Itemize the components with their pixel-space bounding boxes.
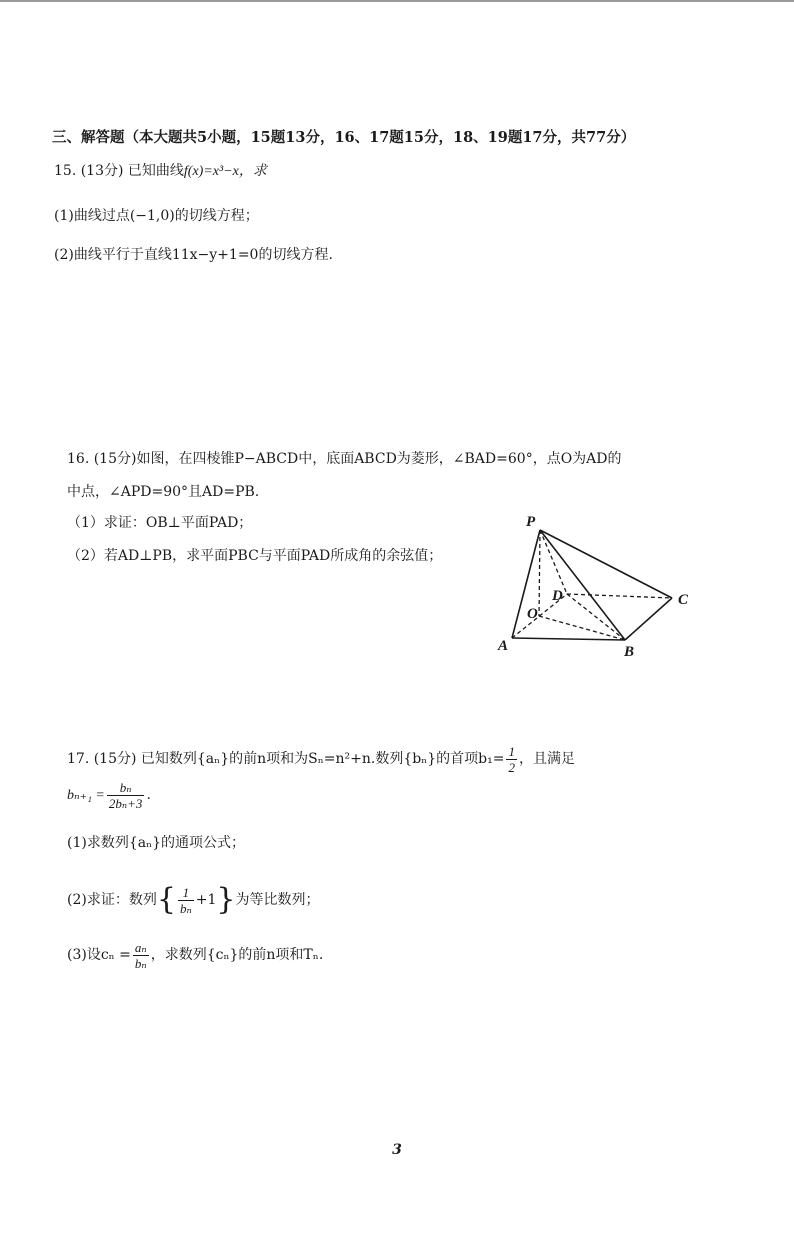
label-B: B [624,644,635,660]
q16-part1: （1）求证：OB⊥平面PAD； [67,515,253,531]
recurrence-fraction [107,780,145,811]
page-number: 3 [392,1142,402,1158]
q15-stem [54,161,267,182]
edge-AB [512,638,625,640]
label-A: A [498,638,509,654]
c-fraction [133,940,149,971]
q17-part2-tail: 为等比数列； [235,892,320,908]
edge-PD [540,530,567,594]
scan-top-edge [0,0,794,2]
edge-PB [540,530,625,640]
edge-DB [567,594,625,640]
recurrence-lhs: bₙ₊₁ = [67,788,105,803]
q17-part3-tail: ，求数列{cₙ}的前n项和Tₙ. [150,947,324,963]
q15-function: f(x)=x³−x，求 [183,164,267,179]
c-denominator: bₙ [134,955,147,971]
label-C: C [678,592,689,608]
c-numerator: aₙ [134,939,147,955]
q16-stem-line1: 16. (15分)如图，在四棱锥P−ABCD中，底面ABCD为菱形，∠BAD=60°，点O为AD的 [67,451,622,467]
q17-part2 [67,880,319,920]
pyramid-figure [490,508,710,668]
recurrence-denominator: 2bₙ+3 [108,795,143,811]
left-brace-icon: { [156,882,176,917]
right-brace-icon: } [216,882,236,917]
q16-part2: （2）若AD⊥PB，求平面PBC与平面PAD所成角的余弦值； [67,548,443,564]
edge-BC [625,598,672,640]
b1-numerator: 1 [508,743,515,759]
plus-one: +1 [195,892,217,908]
q17-stem-line1 [67,742,575,776]
inverse-denominator: bₙ [179,900,192,916]
edge-PO [539,530,540,616]
edge-DC [567,594,672,598]
section-header: 三、解答题（本大题共5小题，15题13分，16、17题15分，18、19题17分，共77分） [52,129,636,146]
inverse-fraction [178,885,194,916]
inverse-numerator: 1 [178,885,194,901]
q15-head: 15. (13分) 已知曲线 [54,163,184,179]
q17-part3-text: (3)设cₙ = [67,947,131,963]
q17-part2-text: (2)求证：数列 [67,892,157,908]
label-P: P [526,514,536,530]
q17-stem-tail: ，且满足 [518,751,575,767]
q17-recurrence [67,778,151,813]
b1-denominator: 2 [508,759,515,775]
q16-stem-line2: 中点，∠APD=90°且AD=PB. [67,484,260,500]
q15-part2: (2)曲线平行于直线11x−y+1=0的切线方程. [54,247,333,263]
recurrence-period: . [146,787,151,803]
b1-fraction [506,744,517,775]
q17-part1: (1)求数列{aₙ}的通项公式； [67,835,246,851]
label-O: O [527,606,538,622]
q15-part1: (1)曲线过点(−1,0)的切线方程； [54,208,259,224]
q17-stem-text: 17. (15分) 已知数列{aₙ}的前n项和为Sₙ=n²+n.数列{bₙ}的首项b₁= [67,751,505,767]
recurrence-numerator: bₙ [107,780,145,796]
q17-part3 [67,938,323,972]
label-D: D [552,588,563,604]
edge-OB [539,616,625,640]
